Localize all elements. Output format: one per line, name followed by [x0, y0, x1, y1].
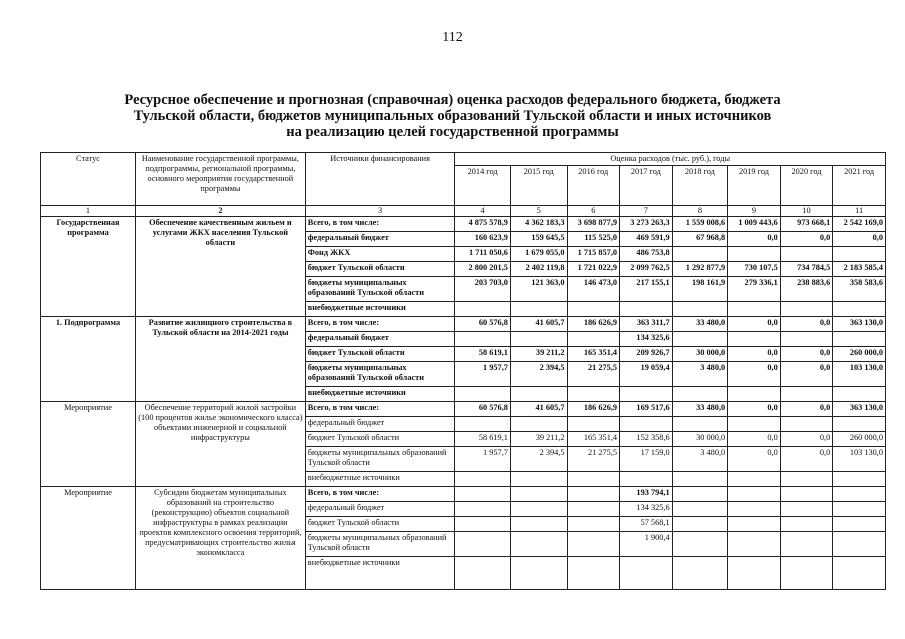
value-cell — [455, 332, 511, 347]
value-cell — [833, 517, 886, 532]
value-cell: 186 626,9 — [567, 317, 620, 332]
value-cell — [567, 557, 620, 590]
table-row — [41, 402, 886, 417]
value-cell: 193 794,1 — [620, 487, 673, 502]
value-cell: 2 542 169,0 — [833, 217, 886, 232]
value-cell: 0,0 — [728, 432, 781, 447]
value-cell: 33 480,0 — [672, 402, 728, 417]
value-cell — [620, 557, 673, 590]
value-cell — [728, 302, 781, 317]
title-line: на реализацию целей государственной программы — [286, 124, 619, 140]
value-cell: 41 605,7 — [510, 317, 567, 332]
header-year: 2015 год — [510, 166, 567, 206]
column-number: 1 — [41, 206, 136, 217]
value-cell: 1 559 008,6 — [672, 217, 728, 232]
value-cell: 198 161,9 — [672, 277, 728, 302]
status-cell: Государственная программа — [41, 217, 136, 317]
name-cell: Обеспечение территорий жилой застройки (100 процентов жилье экономического класса) объектами инженерной и социальной инфраструктуры — [136, 402, 306, 487]
value-cell — [455, 472, 511, 487]
value-cell: 3 273 263,3 — [620, 217, 673, 232]
value-cell — [567, 387, 620, 402]
value-cell — [780, 387, 833, 402]
source-cell: бюджеты муниципальных образований Тульской области — [305, 362, 455, 387]
source-cell: федеральный бюджет — [305, 232, 455, 247]
value-cell — [567, 332, 620, 347]
value-cell — [780, 302, 833, 317]
value-cell: 1 009 443,6 — [728, 217, 781, 232]
header-year: 2017 год — [620, 166, 673, 206]
value-cell — [510, 502, 567, 517]
value-cell: 33 480,0 — [672, 317, 728, 332]
value-cell: 1 900,4 — [620, 532, 673, 557]
value-cell — [455, 502, 511, 517]
value-cell — [672, 557, 728, 590]
value-cell: 58 619,1 — [455, 432, 511, 447]
table-row — [41, 487, 886, 502]
value-cell — [833, 387, 886, 402]
value-cell: 30 000,0 — [672, 432, 728, 447]
value-cell: 358 583,6 — [833, 277, 886, 302]
value-cell: 238 883,6 — [780, 277, 833, 302]
value-cell — [833, 332, 886, 347]
value-cell — [455, 557, 511, 590]
value-cell: 160 623,9 — [455, 232, 511, 247]
value-cell — [455, 417, 511, 432]
header-sources: Источники финансирования — [305, 153, 455, 206]
value-cell: 0,0 — [780, 347, 833, 362]
source-cell: бюджет Тульской области — [305, 432, 455, 447]
value-cell: 0,0 — [728, 402, 781, 417]
value-cell — [780, 532, 833, 557]
column-number: 11 — [833, 206, 886, 217]
header-estimate: Оценка расходов (тыс. руб.), годы — [455, 153, 886, 166]
value-cell — [833, 557, 886, 590]
value-cell: 159 645,5 — [510, 232, 567, 247]
value-cell: 363 130,0 — [833, 402, 886, 417]
value-cell: 21 275,5 — [567, 362, 620, 387]
value-cell — [780, 417, 833, 432]
value-cell — [567, 517, 620, 532]
value-cell: 165 351,4 — [567, 347, 620, 362]
value-cell: 134 325,6 — [620, 502, 673, 517]
value-cell — [510, 532, 567, 557]
value-cell — [728, 532, 781, 557]
value-cell — [672, 302, 728, 317]
value-cell: 0,0 — [780, 317, 833, 332]
source-cell: бюджеты муниципальных образований Тульской области — [305, 447, 455, 472]
value-cell: 2 402 119,8 — [510, 262, 567, 277]
source-cell: бюджеты муниципальных образований Тульской области — [305, 532, 455, 557]
value-cell — [567, 302, 620, 317]
value-cell — [510, 387, 567, 402]
source-cell: федеральный бюджет — [305, 332, 455, 347]
value-cell: 363 311,7 — [620, 317, 673, 332]
value-cell: 152 358,6 — [620, 432, 673, 447]
source-cell: внебюджетные источники — [305, 472, 455, 487]
value-cell — [567, 502, 620, 517]
value-cell: 60 576,8 — [455, 402, 511, 417]
value-cell: 1 715 857,0 — [567, 247, 620, 262]
value-cell: 30 000,0 — [672, 347, 728, 362]
header-name: Наименование государственной программы, подпрограммы, региональной программы, основного мероприятия государственной программы — [136, 153, 306, 206]
status-cell: Мероприятие — [41, 487, 136, 590]
value-cell: 1 679 055,0 — [510, 247, 567, 262]
value-cell: 469 591,9 — [620, 232, 673, 247]
value-cell — [728, 417, 781, 432]
name-cell: Обеспечение качественным жильем и услугами ЖКХ населения Тульской области — [136, 217, 306, 317]
value-cell — [672, 487, 728, 502]
value-cell — [455, 302, 511, 317]
value-cell — [567, 532, 620, 557]
value-cell: 4 362 183,3 — [510, 217, 567, 232]
value-cell — [567, 487, 620, 502]
source-cell: бюджет Тульской области — [305, 262, 455, 277]
value-cell — [780, 487, 833, 502]
header-year: 2014 год — [455, 166, 511, 206]
source-cell: бюджет Тульской области — [305, 517, 455, 532]
value-cell: 165 351,4 — [567, 432, 620, 447]
name-cell: Субсидии бюджетам муниципальных образований на строительство (реконструкцию) объектов социальной инфраструктуры в рамках реализации проектов комплексного освоения территорий, предусматривающих строительство жилья экономкласса — [136, 487, 306, 590]
value-cell — [672, 502, 728, 517]
value-cell — [672, 417, 728, 432]
value-cell: 730 107,5 — [728, 262, 781, 277]
value-cell: 57 568,1 — [620, 517, 673, 532]
source-cell: Всего, в том числе: — [305, 217, 455, 232]
value-cell — [510, 302, 567, 317]
header-year: 2016 год — [567, 166, 620, 206]
value-cell: 17 159,0 — [620, 447, 673, 472]
value-cell — [672, 472, 728, 487]
column-number: 4 — [455, 206, 511, 217]
source-cell: федеральный бюджет — [305, 417, 455, 432]
value-cell — [728, 332, 781, 347]
source-cell: Всего, в том числе: — [305, 317, 455, 332]
value-cell: 121 363,0 — [510, 277, 567, 302]
value-cell — [672, 332, 728, 347]
status-cell: Мероприятие — [41, 402, 136, 487]
value-cell: 186 626,9 — [567, 402, 620, 417]
value-cell — [672, 247, 728, 262]
value-cell: 4 875 578,9 — [455, 217, 511, 232]
column-number: 10 — [780, 206, 833, 217]
value-cell: 0,0 — [780, 362, 833, 387]
value-cell: 103 130,0 — [833, 447, 886, 472]
value-cell — [728, 557, 781, 590]
value-cell — [833, 532, 886, 557]
value-cell: 41 605,7 — [510, 402, 567, 417]
value-cell: 0,0 — [728, 317, 781, 332]
header-year: 2018 год — [672, 166, 728, 206]
value-cell: 1 292 877,9 — [672, 262, 728, 277]
value-cell: 19 059,4 — [620, 362, 673, 387]
column-number: 9 — [728, 206, 781, 217]
value-cell: 146 473,0 — [567, 277, 620, 302]
source-cell: бюджет Тульской области — [305, 347, 455, 362]
header-row — [41, 153, 886, 166]
value-cell: 3 698 877,9 — [567, 217, 620, 232]
value-cell — [780, 472, 833, 487]
column-number: 6 — [567, 206, 620, 217]
column-number: 2 — [136, 206, 306, 217]
status-cell: 1. Подпрограмма — [41, 317, 136, 402]
value-cell — [672, 387, 728, 402]
value-cell — [833, 302, 886, 317]
value-cell — [728, 387, 781, 402]
value-cell — [728, 502, 781, 517]
value-cell — [780, 517, 833, 532]
value-cell — [728, 487, 781, 502]
column-number: 5 — [510, 206, 567, 217]
document-title — [100, 92, 805, 140]
table-row — [41, 317, 886, 332]
header-year: 2020 год — [780, 166, 833, 206]
value-cell: 209 926,7 — [620, 347, 673, 362]
value-cell — [780, 557, 833, 590]
table-body — [41, 153, 886, 590]
column-numbers-row — [41, 206, 886, 217]
value-cell: 0,0 — [728, 447, 781, 472]
value-cell: 1 957,7 — [455, 362, 511, 387]
source-cell: внебюджетные источники — [305, 302, 455, 317]
value-cell: 734 784,5 — [780, 262, 833, 277]
value-cell: 0,0 — [780, 402, 833, 417]
value-cell: 0,0 — [728, 232, 781, 247]
value-cell — [620, 387, 673, 402]
budget-table — [40, 152, 886, 590]
value-cell: 260 000,0 — [833, 432, 886, 447]
value-cell — [833, 487, 886, 502]
column-number: 8 — [672, 206, 728, 217]
value-cell — [672, 532, 728, 557]
header-status: Статус — [41, 153, 136, 206]
source-cell: бюджеты муниципальных образований Тульской области — [305, 277, 455, 302]
value-cell — [510, 417, 567, 432]
value-cell — [455, 517, 511, 532]
value-cell: 279 336,1 — [728, 277, 781, 302]
value-cell — [567, 417, 620, 432]
value-cell: 134 325,6 — [620, 332, 673, 347]
value-cell: 58 619,1 — [455, 347, 511, 362]
value-cell: 0,0 — [780, 447, 833, 472]
value-cell — [620, 472, 673, 487]
value-cell: 2 183 585,4 — [833, 262, 886, 277]
value-cell — [510, 517, 567, 532]
value-cell — [510, 557, 567, 590]
value-cell: 1 721 022,9 — [567, 262, 620, 277]
value-cell — [780, 332, 833, 347]
value-cell — [455, 387, 511, 402]
source-cell: Всего, в том числе: — [305, 487, 455, 502]
value-cell: 39 211,2 — [510, 432, 567, 447]
title-line: Ресурсное обеспечение и прогнозная (справочная) оценка расходов федерального бюджета, бюджета — [124, 92, 781, 108]
column-number: 3 — [305, 206, 455, 217]
header-year: 2019 год — [728, 166, 781, 206]
value-cell: 169 517,6 — [620, 402, 673, 417]
value-cell — [728, 472, 781, 487]
value-cell — [510, 487, 567, 502]
value-cell: 0,0 — [780, 232, 833, 247]
value-cell: 1 711 050,6 — [455, 247, 511, 262]
value-cell — [780, 502, 833, 517]
value-cell: 103 130,0 — [833, 362, 886, 387]
value-cell: 973 668,1 — [780, 217, 833, 232]
name-cell: Развитие жилищного строительства в Тульской области на 2014-2021 годы — [136, 317, 306, 402]
page-number: 112 — [442, 30, 463, 45]
value-cell: 2 394,5 — [510, 447, 567, 472]
value-cell — [620, 417, 673, 432]
value-cell — [833, 247, 886, 262]
value-cell: 67 968,8 — [672, 232, 728, 247]
value-cell: 115 525,0 — [567, 232, 620, 247]
source-cell: внебюджетные источники — [305, 387, 455, 402]
value-cell: 1 957,7 — [455, 447, 511, 472]
value-cell: 3 480,0 — [672, 362, 728, 387]
value-cell: 21 275,5 — [567, 447, 620, 472]
source-cell: федеральный бюджет — [305, 502, 455, 517]
source-cell: внебюджетные источники — [305, 557, 455, 590]
value-cell: 0,0 — [833, 232, 886, 247]
value-cell: 0,0 — [728, 347, 781, 362]
value-cell — [780, 247, 833, 262]
value-cell: 2 800 201,5 — [455, 262, 511, 277]
source-cell: Фонд ЖКХ — [305, 247, 455, 262]
value-cell — [833, 417, 886, 432]
column-number: 7 — [620, 206, 673, 217]
value-cell — [672, 517, 728, 532]
value-cell: 2 394,5 — [510, 362, 567, 387]
value-cell: 60 576,8 — [455, 317, 511, 332]
value-cell — [455, 532, 511, 557]
value-cell — [567, 472, 620, 487]
value-cell: 217 155,1 — [620, 277, 673, 302]
value-cell: 0,0 — [780, 432, 833, 447]
header-year: 2021 год — [833, 166, 886, 206]
value-cell — [728, 517, 781, 532]
value-cell: 203 703,0 — [455, 277, 511, 302]
title-line: Тульской области, бюджетов муниципальных образований Тульской области и иных источников — [133, 108, 772, 124]
value-cell: 486 753,8 — [620, 247, 673, 262]
table-row — [41, 217, 886, 232]
value-cell: 0,0 — [728, 362, 781, 387]
value-cell — [833, 502, 886, 517]
value-cell — [455, 487, 511, 502]
value-cell: 39 211,2 — [510, 347, 567, 362]
value-cell: 2 099 762,5 — [620, 262, 673, 277]
value-cell — [510, 472, 567, 487]
source-cell: Всего, в том числе: — [305, 402, 455, 417]
value-cell — [510, 332, 567, 347]
value-cell: 3 480,0 — [672, 447, 728, 472]
value-cell — [833, 472, 886, 487]
value-cell: 363 130,0 — [833, 317, 886, 332]
value-cell — [620, 302, 673, 317]
value-cell — [728, 247, 781, 262]
value-cell: 260 000,0 — [833, 347, 886, 362]
